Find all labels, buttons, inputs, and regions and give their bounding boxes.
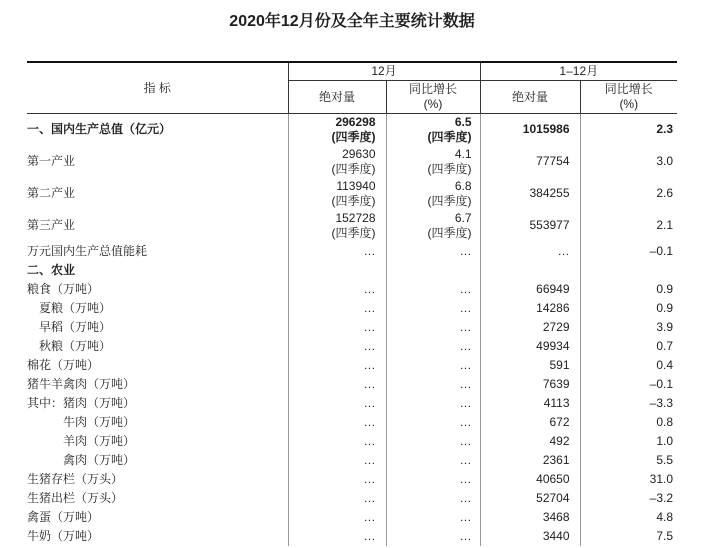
year-growth-cell: 0.7 bbox=[580, 337, 677, 356]
year-absolute-cell: 66949 bbox=[480, 280, 580, 299]
row-label: 羊肉（万吨） bbox=[27, 433, 136, 448]
table-row bbox=[27, 318, 677, 337]
table-row bbox=[27, 210, 677, 242]
row-label: 禽肉（万吨） bbox=[27, 452, 136, 467]
table-row bbox=[27, 413, 677, 432]
year-absolute-cell: 3440 bbox=[480, 527, 580, 546]
table-row bbox=[27, 394, 677, 413]
table-row bbox=[27, 489, 677, 508]
row-label: 棉花（万吨） bbox=[27, 357, 100, 372]
month-absolute-cell bbox=[288, 178, 386, 210]
year-growth-header-label: 同比增长 bbox=[604, 82, 653, 96]
month-growth-cell: … bbox=[386, 318, 480, 337]
table-row bbox=[27, 242, 677, 261]
month-growth-cell: … bbox=[386, 394, 480, 413]
row-label: 夏粮（万吨） bbox=[27, 300, 112, 315]
row-label: 生猪出栏（万头） bbox=[27, 490, 124, 505]
row-label: 猪牛羊禽肉（万吨） bbox=[27, 376, 136, 391]
month-growth-note: (四季度) bbox=[427, 193, 472, 208]
year-growth-header bbox=[580, 81, 677, 114]
year-absolute-cell: 2361 bbox=[480, 451, 580, 470]
month-absolute-cell: … bbox=[288, 356, 386, 375]
month-absolute-cell: … bbox=[288, 432, 386, 451]
month-growth-cell: … bbox=[386, 470, 480, 489]
row-label: 第三产业 bbox=[27, 218, 76, 232]
table-row bbox=[27, 261, 677, 280]
year-absolute-cell: 52704 bbox=[480, 489, 580, 508]
page-title: 2020年12月份及全年主要统计数据 bbox=[229, 13, 475, 30]
row-label: 生猪存栏（万头） bbox=[27, 471, 124, 486]
year-growth-cell: 2.3 bbox=[580, 114, 677, 146]
row-label: 第二产业 bbox=[27, 186, 76, 200]
month-absolute-note: (四季度) bbox=[331, 161, 376, 176]
month-absolute-note: (四季度) bbox=[331, 225, 376, 240]
month-growth-cell: … bbox=[386, 413, 480, 432]
row-label: 二、农业 bbox=[27, 262, 76, 277]
month-absolute-cell: … bbox=[288, 318, 386, 337]
year-absolute-cell: 553977 bbox=[480, 210, 580, 242]
month-growth-header bbox=[386, 81, 480, 114]
month-absolute-cell bbox=[288, 146, 386, 178]
year-growth-cell: 5.5 bbox=[580, 451, 677, 470]
month-growth-cell bbox=[386, 114, 480, 146]
year-absolute-header: 绝对量 bbox=[480, 81, 580, 114]
table-row bbox=[27, 451, 677, 470]
month-absolute-cell: … bbox=[288, 451, 386, 470]
month-absolute-cell bbox=[288, 210, 386, 242]
year-absolute-cell bbox=[480, 261, 580, 280]
month-growth-cell: … bbox=[386, 280, 480, 299]
month-absolute-header: 绝对量 bbox=[288, 81, 386, 114]
month-absolute-cell: … bbox=[288, 394, 386, 413]
month-absolute-cell: … bbox=[288, 280, 386, 299]
month-absolute-cell: … bbox=[288, 508, 386, 527]
month-group-header: 12月 bbox=[288, 62, 480, 81]
month-growth-value: 4.1 bbox=[454, 146, 472, 161]
row-label: 早稻（万吨） bbox=[27, 319, 112, 334]
year-growth-cell: 3.9 bbox=[580, 318, 677, 337]
year-growth-cell bbox=[580, 261, 677, 280]
year-growth-cell: –3.2 bbox=[580, 489, 677, 508]
year-growth-cell: 2.6 bbox=[580, 178, 677, 210]
year-absolute-cell: 14286 bbox=[480, 299, 580, 318]
month-absolute-note: (四季度) bbox=[331, 193, 376, 208]
month-absolute-value: 296298 bbox=[335, 114, 376, 129]
month-absolute-cell: … bbox=[288, 242, 386, 261]
month-growth-cell: … bbox=[386, 375, 480, 394]
year-growth-cell: 2.1 bbox=[580, 210, 677, 242]
month-growth-header-unit: (%) bbox=[423, 97, 443, 111]
month-growth-value: 6.5 bbox=[454, 114, 472, 129]
month-absolute-value: 113940 bbox=[336, 178, 376, 193]
year-growth-cell: 7.5 bbox=[580, 527, 677, 546]
table-row bbox=[27, 356, 677, 375]
month-absolute-cell: … bbox=[288, 413, 386, 432]
row-label: 牛肉（万吨） bbox=[27, 414, 136, 429]
header-row-groups bbox=[27, 62, 677, 81]
table-row bbox=[27, 299, 677, 318]
month-growth-note: (四季度) bbox=[427, 225, 472, 240]
table-row bbox=[27, 508, 677, 527]
month-absolute-cell bbox=[288, 114, 386, 146]
month-growth-cell bbox=[386, 178, 480, 210]
table-row bbox=[27, 375, 677, 394]
month-growth-note: (四季度) bbox=[427, 129, 472, 144]
month-growth-cell: … bbox=[386, 432, 480, 451]
month-growth-cell bbox=[386, 261, 480, 280]
month-growth-header-label: 同比增长 bbox=[409, 82, 458, 96]
month-absolute-cell: … bbox=[288, 470, 386, 489]
table-row bbox=[27, 470, 677, 489]
year-growth-header-unit: (%) bbox=[619, 97, 639, 111]
year-absolute-cell: 492 bbox=[480, 432, 580, 451]
month-growth-cell: … bbox=[386, 337, 480, 356]
year-absolute-cell: … bbox=[480, 242, 580, 261]
month-absolute-cell: … bbox=[288, 375, 386, 394]
row-label: 秋粮（万吨） bbox=[27, 338, 112, 353]
year-growth-cell: –0.1 bbox=[580, 375, 677, 394]
year-absolute-cell: 40650 bbox=[480, 470, 580, 489]
year-growth-cell: 0.9 bbox=[580, 299, 677, 318]
month-growth-cell: … bbox=[386, 356, 480, 375]
month-absolute-value: 29630 bbox=[342, 146, 376, 161]
row-label: 一、国内生产总值（亿元） bbox=[27, 122, 172, 137]
row-label: 牛奶（万吨） bbox=[27, 528, 100, 543]
year-growth-cell: –0.1 bbox=[580, 242, 677, 261]
table-row bbox=[27, 432, 677, 451]
year-absolute-cell: 591 bbox=[480, 356, 580, 375]
table-row bbox=[27, 114, 677, 146]
year-growth-cell: 0.9 bbox=[580, 280, 677, 299]
row-label: 粮食（万吨） bbox=[27, 281, 100, 296]
year-growth-cell: 0.4 bbox=[580, 356, 677, 375]
year-absolute-cell: 1015986 bbox=[480, 114, 580, 146]
year-growth-cell: 4.8 bbox=[580, 508, 677, 527]
table-row bbox=[27, 527, 677, 546]
year-growth-cell: 1.0 bbox=[580, 432, 677, 451]
month-growth-cell: … bbox=[386, 489, 480, 508]
row-label: 禽蛋（万吨） bbox=[27, 509, 100, 524]
year-absolute-cell: 672 bbox=[480, 413, 580, 432]
indicator-header: 指 标 bbox=[27, 62, 288, 114]
month-absolute-cell: … bbox=[288, 527, 386, 546]
year-absolute-cell: 2729 bbox=[480, 318, 580, 337]
table-row bbox=[27, 146, 677, 178]
year-growth-cell: 3.0 bbox=[580, 146, 677, 178]
month-absolute-note: (四季度) bbox=[331, 129, 376, 144]
month-growth-cell: … bbox=[386, 451, 480, 470]
table-header bbox=[27, 62, 677, 114]
month-absolute-cell: … bbox=[288, 489, 386, 508]
year-absolute-cell: 49934 bbox=[480, 337, 580, 356]
month-growth-cell: … bbox=[386, 527, 480, 546]
row-label: 其中：猪肉（万吨） bbox=[27, 395, 136, 410]
year-absolute-cell: 7639 bbox=[480, 375, 580, 394]
month-growth-value: 6.7 bbox=[454, 210, 472, 225]
year-absolute-cell: 3468 bbox=[480, 508, 580, 527]
month-absolute-cell bbox=[288, 261, 386, 280]
statistics-table bbox=[27, 61, 677, 546]
row-label: 第一产业 bbox=[27, 154, 76, 168]
table-row bbox=[27, 337, 677, 356]
year-absolute-cell: 384255 bbox=[480, 178, 580, 210]
year-growth-cell: 0.8 bbox=[580, 413, 677, 432]
table-body bbox=[27, 114, 677, 546]
month-growth-cell: … bbox=[386, 299, 480, 318]
month-growth-cell bbox=[386, 210, 480, 242]
year-growth-cell: –3.3 bbox=[580, 394, 677, 413]
month-growth-cell: … bbox=[386, 508, 480, 527]
table-row bbox=[27, 280, 677, 299]
month-absolute-cell: … bbox=[288, 299, 386, 318]
month-absolute-value: 152728 bbox=[335, 210, 376, 225]
year-absolute-cell: 4113 bbox=[480, 394, 580, 413]
table-row bbox=[27, 178, 677, 210]
row-label: 万元国内生产总值能耗 bbox=[27, 243, 148, 258]
year-growth-cell: 31.0 bbox=[580, 470, 677, 489]
month-growth-note: (四季度) bbox=[427, 161, 472, 176]
month-growth-cell bbox=[386, 146, 480, 178]
month-growth-value: 6.8 bbox=[454, 178, 472, 193]
month-growth-cell: … bbox=[386, 242, 480, 261]
month-absolute-cell: … bbox=[288, 337, 386, 356]
year-group-header: 1–12月 bbox=[480, 62, 677, 81]
year-absolute-cell: 77754 bbox=[480, 146, 580, 178]
